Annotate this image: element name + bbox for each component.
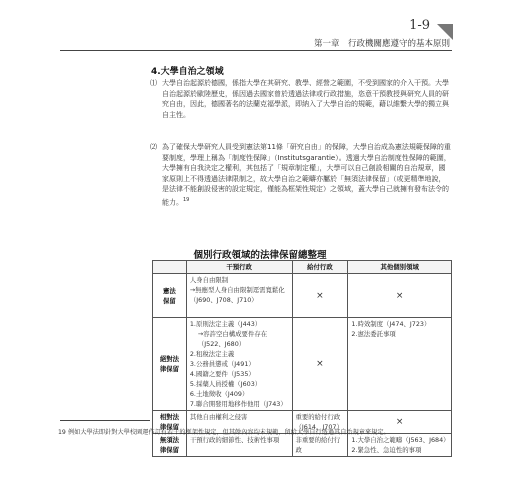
cell-interference: 人身自由限制 →無應型人身自由限制逕需寬鬆化（J690、J708、J710） xyxy=(186,274,292,318)
cell-interference: 干預行政的細節性、技術性事項 xyxy=(186,434,292,457)
row-label: 憲法 保留 xyxy=(153,274,187,318)
page-number: 1-9 xyxy=(409,18,430,33)
table-header-row xyxy=(153,261,452,274)
chapter-title: 第一章 行政機關應遵守的基本原則 xyxy=(313,39,450,49)
paragraph-1 xyxy=(150,78,452,120)
header-cell-benefit: 給付行政 xyxy=(292,261,348,274)
cell-benefit: 重要的給付行政（J614、J707） xyxy=(292,411,348,434)
header-rule xyxy=(60,50,452,51)
row-label: 無須法 律保留 xyxy=(153,434,187,457)
cell-benefit: 非重要的給付行政 xyxy=(292,434,348,457)
footnote-rule xyxy=(60,420,150,421)
table-row xyxy=(153,318,452,411)
cell-other: × xyxy=(348,274,452,318)
table-title: 個別行政領域的法律保留總整理 xyxy=(193,250,327,261)
paragraph-text: 為了確保大學研究人員受到憲法第11條「研究自由」的保障，大學自治成為憲法規範保障的重要制度，學理上稱為「制度性保障」（Institutsgarantie）。透過大學自治制度性保障的範圍，大學擁有自我決定之權利，其包括了「規章制定權」，大學可以自己創設相關的自治規章，國家原則上不得透過法律限制之，故大學自治之範疇亦屬於「無須法律保留」（或更精準地說，是法律不能創設侵害的設定規定，僅能為框架性規定）之領域，蓋大學自己就擁有發布法令的能力。 xyxy=(162,143,451,207)
cell-other: 1.時效制度（J474、J723） 2.憲法委託事項 xyxy=(348,318,452,411)
footnote xyxy=(58,428,456,437)
header-cell-empty xyxy=(153,261,187,274)
cell-interference: 其他自由權利之侵害 xyxy=(186,411,292,434)
cell-interference: 1.原則法定主義（J443） →容許空白構成要件存在（J522、J680） 2.租稅法定主義 3.公務員懲戒（J491） 4.國籍之要件（J535） 5.採藥人員授權（J603） 6.土地徵收（J409） 7.聯合開發用地移作他用（J743） xyxy=(186,318,292,411)
footnote-ref: 19 xyxy=(183,196,190,203)
header-cell-other: 其他個別領域 xyxy=(348,261,452,274)
footnote-marker: 19 xyxy=(58,429,66,436)
table-row xyxy=(153,274,452,318)
paragraph-marker: ⑴ xyxy=(150,79,157,87)
paragraph-text: 大學自治起源於德國，係指大學在其研究、教學、經營之範圍，不受到國家的介入干預。大學自治起源於歐陸歷史，係因過去國家曾於透過法律或行政措施，恣意干預教授與研究人員的研究自由，因此，德國著名的法蘭克福學派，即納入了大學自治的規範，藉以維繫大學的獨立與自主性。 xyxy=(162,79,449,119)
cell-benefit: × xyxy=(292,318,348,411)
cell-other: 1.大學自治之範疇（J563、J684） 2.緊急性、急迫性的事項 xyxy=(348,434,452,457)
section-heading: 4.大學自治之領域 xyxy=(151,67,224,77)
cell-benefit: × xyxy=(292,274,348,318)
header-cell-interference: 干預行政 xyxy=(186,261,292,274)
footnote-text: 例如大學法即針對大學校園運作訂有若干的框架性規定，但其餘內容均未規範，留給大學自行透過其自治規章來規定。 xyxy=(68,429,390,436)
row-label: 絕對法 律保留 xyxy=(153,318,187,411)
paragraph-2 xyxy=(150,142,452,208)
cell-other: × xyxy=(348,411,452,434)
paragraph-marker: ⑵ xyxy=(150,143,157,151)
row-label: 相對法 律保留 xyxy=(153,411,187,434)
